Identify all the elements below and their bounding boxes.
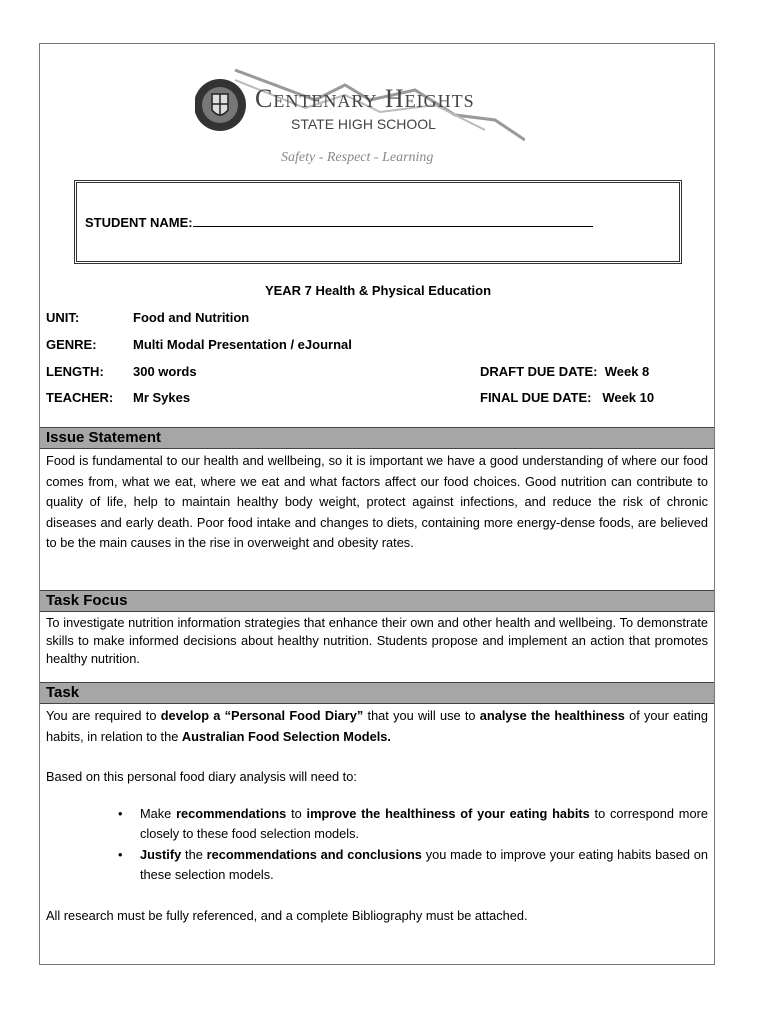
text-span: to bbox=[286, 805, 307, 821]
task-body bbox=[40, 704, 714, 926]
length-label: LENGTH: bbox=[46, 364, 104, 379]
student-name-box bbox=[74, 180, 682, 264]
text-span: of your eating habits, in relation to the bbox=[46, 708, 708, 744]
task-focus-section bbox=[40, 590, 714, 668]
length-value: 300 words bbox=[133, 364, 197, 379]
issue-statement-text: Food is fundamental to our health and wellbeing, so it is important we have a good understanding of where our food comes from, what we eat, where we eat and what factors affect our food choices. Good nutrition can contribute to quality of life, help to maintain healthy body weight, protect against infections, and reduce the risk of chronic diseases and early death. Poor food intake and changes to diets, containing more energy-dense foods, are believed to be the main causes in the rise in overweight and obesity rates. bbox=[46, 453, 708, 550]
draft-due-value: Week 8 bbox=[604, 364, 650, 379]
bold-span: improve the healthiness of your eating habits bbox=[306, 805, 590, 821]
genre-label: GENRE: bbox=[46, 337, 97, 352]
unit-value: Food and Nutrition bbox=[133, 310, 250, 325]
text-span: that you will use to bbox=[363, 708, 480, 723]
bold-span: Australian Food Selection Models. bbox=[181, 728, 391, 744]
final-due-value: Week 10 bbox=[602, 390, 655, 405]
student-name-line[interactable] bbox=[193, 214, 593, 227]
bold-span: recommendations bbox=[176, 805, 287, 821]
bullet-justify bbox=[140, 845, 708, 886]
text-span: the bbox=[181, 846, 207, 862]
draft-due-label: DRAFT DUE DATE: bbox=[480, 364, 598, 379]
bold-span: Justify bbox=[140, 846, 182, 862]
text-span: Make bbox=[140, 805, 177, 821]
task-paragraph-3: All research must be fully referenced, and a complete Bibliography must be attached. bbox=[46, 907, 528, 923]
genre-value: Multi Modal Presentation / eJournal bbox=[133, 337, 352, 352]
school-subtitle: STATE HIGH SCHOOL bbox=[291, 116, 436, 132]
draft-due-date bbox=[480, 364, 649, 379]
teacher-label: TEACHER: bbox=[46, 390, 114, 405]
bold-span: develop a “Personal Food Diary” bbox=[160, 708, 364, 723]
student-name-field[interactable] bbox=[85, 214, 593, 230]
teacher-value: Mr Sykes bbox=[133, 390, 191, 405]
text-span: you made to improve your eating habits based on these selection models. bbox=[140, 846, 708, 882]
school-logo bbox=[195, 60, 515, 165]
final-due-date bbox=[480, 390, 654, 405]
task-focus-heading: Task Focus bbox=[40, 591, 714, 612]
bold-span: analyse the healthiness bbox=[479, 708, 625, 723]
task-heading: Task bbox=[40, 683, 714, 704]
bullet-recommendations bbox=[140, 804, 708, 845]
text-span: to correspond more closely to these food selection models. bbox=[140, 805, 708, 841]
school-name: Centenary Heights bbox=[255, 84, 475, 113]
task-bullet-list bbox=[46, 804, 708, 886]
task-paragraph-1 bbox=[46, 706, 708, 747]
school-motto: Safety - Respect - Learning bbox=[281, 150, 434, 165]
bold-span: recommendations and conclusions bbox=[206, 846, 422, 862]
issue-statement-section bbox=[40, 427, 714, 554]
task-focus-text: To investigate nutrition information strategies that enhance their own and other health and wellbeing. To demonstrate skills to make informed decisions about healthy nutrition. Students propose and implement an action that promotes healthy nutrition. bbox=[46, 615, 708, 666]
text-span: You are required to bbox=[46, 708, 161, 723]
task-section bbox=[40, 682, 714, 926]
year-title: YEAR 7 Health & Physical Education bbox=[264, 283, 492, 298]
final-due-label: FINAL DUE DATE: bbox=[480, 390, 592, 405]
issue-statement-heading: Issue Statement bbox=[40, 428, 714, 449]
student-name-label: STUDENT NAME: bbox=[85, 215, 193, 230]
unit-label: UNIT: bbox=[46, 310, 80, 325]
task-paragraph-2: Based on this personal food diary analysis will need to: bbox=[46, 769, 357, 784]
assessment-sheet bbox=[39, 43, 715, 965]
